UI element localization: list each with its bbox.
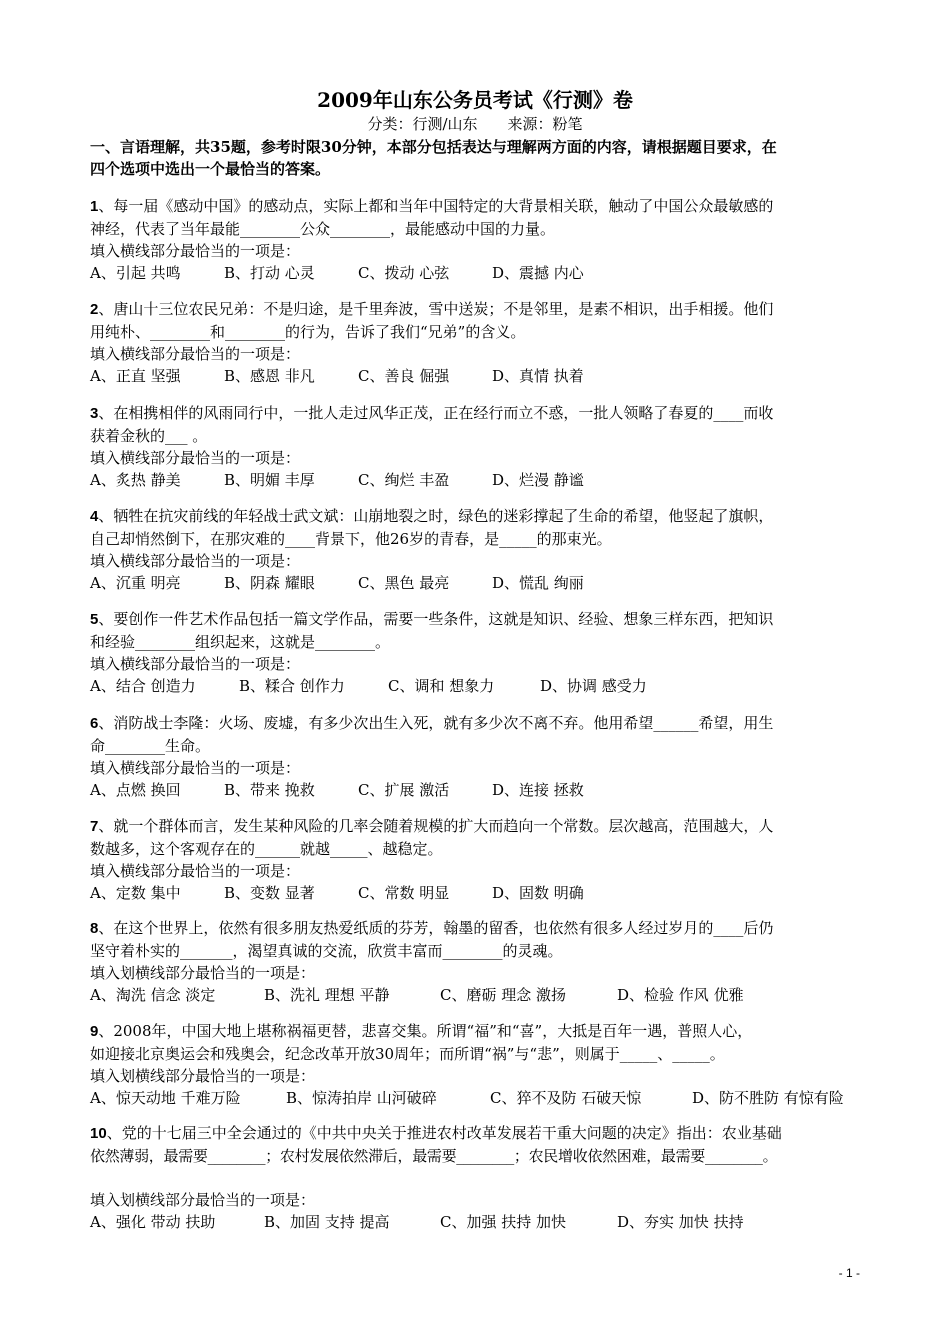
question-text-line: 自己却悄然倒下，在那灾难的____背景下，他26岁的青春，是_____的那束光。 [90,530,612,548]
answer-option-c[interactable]: C、黑色 最亮 [358,574,450,592]
question-block [90,1122,870,1233]
question-text-line: 命________生命。 [90,737,211,755]
question-number: 9 [90,1023,99,1040]
question-text: 、每一届《感动中国》的感动点，实际上都和当年中国特定的大背景相关联，触动了中国公众最敏感的 [98,197,774,215]
question-text: 、2008年，中国大地上堪称祸福更替，悲喜交集。所谓“福”和“喜”，大抵是百年一遇，普照人心， [98,1022,753,1040]
answer-option-c[interactable]: C、磨砺 理念 激扬 [440,986,567,1004]
answer-options [90,1087,870,1109]
question-number: 1 [90,198,99,215]
answer-option-c[interactable]: C、扩展 激活 [358,781,450,799]
answer-options [90,675,870,697]
answer-option-a[interactable]: A、定数 集中 [90,884,181,902]
answer-option-b[interactable]: B、明媚 丰厚 [224,471,315,489]
question-prompt: 填入划横线部分最恰当的一项是： [90,964,316,982]
question-text-line: 获着金秋的___ 。 [90,427,208,445]
question-text-line: 数越多，这个客观存在的______就越_____、越稳定。 [90,840,443,858]
question-text: 、党的十七届三中全会通过的《中共中央关于推进农村改革发展若干重大问题的决定》指出：农业基础 [106,1124,782,1142]
question-text-line [90,917,870,940]
question-prompt: 填入划横线部分最恰当的一项是： [90,1067,316,1085]
answer-option-b[interactable]: B、加固 支持 提高 [264,1213,390,1231]
question-text-line [90,712,870,735]
question-text: 、在这个世界上，依然有很多朋友热爱纸质的芬芳，翰墨的留香，也依然有很多人经过岁月的____后仍 [98,919,774,937]
answer-option-a[interactable]: A、引起 共鸣 [90,264,181,282]
question-block [90,505,870,594]
question-text-line: 依然薄弱，最需要________；农村发展依然滞后，最需要________；农民增收依然困难，最需要________。 [90,1147,778,1165]
answer-option-a[interactable]: A、结合 创造力 [90,677,196,695]
answer-options [90,779,870,801]
question-number: 8 [90,920,99,937]
answer-option-a[interactable]: A、炙热 静美 [90,471,181,489]
answer-option-c[interactable]: C、猝不及防 石破天惊 [490,1089,642,1107]
answer-option-b[interactable]: B、变数 显著 [224,884,315,902]
question-text: 、消防战士李隆：火场、废墟，有多少次出生入死，就有多少次不离不弃。他用希望______希望，用生 [98,714,774,732]
answer-option-a[interactable]: A、强化 带动 扶助 [90,1213,216,1231]
question-block [90,917,870,1006]
question-text-line [90,1020,870,1043]
document-meta [0,114,950,134]
question-block [90,712,870,801]
question-text-line [90,505,870,528]
question-text-line [90,1122,870,1145]
answer-option-b[interactable]: B、惊涛拍岸 山河破碎 [286,1089,437,1107]
answer-option-b[interactable]: B、打动 心灵 [224,264,315,282]
answer-options [90,984,870,1006]
answer-option-b[interactable]: B、带来 挽救 [224,781,315,799]
answer-options [90,1211,870,1233]
question-number: 10 [90,1125,107,1142]
answer-options [90,262,870,284]
answer-option-d[interactable]: D、真情 执着 [492,367,584,385]
document-title: 2009年山东公务员考试《行测》卷 [317,88,633,112]
answer-option-b[interactable]: B、洗礼 理想 平静 [264,986,390,1004]
answer-option-a[interactable]: A、正直 坚强 [90,367,181,385]
question-block [90,608,870,697]
question-text: 、唐山十三位农民兄弟：不是归途，是千里奔波，雪中送炭；不是邻里，是素不相识，出手相援。他们 [98,300,774,318]
answer-options [90,365,870,387]
question-text: 、要创作一件艺术作品包括一篇文学作品，需要一些条件，这就是知识、经验、想象三样东西，把知识 [98,610,774,628]
question-block [90,815,870,904]
answer-option-d[interactable]: D、慌乱 绚丽 [492,574,584,592]
answer-option-c[interactable]: C、调和 想象力 [388,677,495,695]
question-prompt: 填入划横线部分最恰当的一项是： [90,1191,316,1209]
question-text-line [90,195,870,218]
category-label: 分类：行测/山东 [367,115,478,133]
question-block [90,1020,870,1109]
question-text-line: 神经，代表了当年最能________公众________，最能感动中国的力量。 [90,220,556,238]
answer-option-c[interactable]: C、常数 明显 [358,884,450,902]
answer-option-a[interactable]: A、沉重 明亮 [90,574,181,592]
question-number: 4 [90,508,99,525]
question-number: 5 [90,611,99,628]
answer-option-a[interactable]: A、淘洗 信念 淡定 [90,986,216,1004]
question-prompt: 填入横线部分最恰当的一项是： [90,655,301,673]
question-text-line: 如迎接北京奥运会和残奥会，纪念改革开放30周年；而所谓“祸”与“悲”，则属于_____、_____。 [90,1045,725,1063]
section-heading [90,136,870,180]
question-text: 、在相携相伴的风雨同行中，一批人走过风华正茂，正在经行而立不惑，一批人领略了春夏的____而收 [98,404,774,422]
answer-option-d[interactable]: D、固数 明确 [492,884,584,902]
question-number: 2 [90,301,99,318]
answer-option-c[interactable]: C、加强 扶持 加快 [440,1213,567,1231]
answer-option-c[interactable]: C、拨动 心弦 [358,264,450,282]
answer-option-a[interactable]: A、惊天动地 千难万险 [90,1089,241,1107]
question-text-line [90,402,870,425]
question-prompt: 填入横线部分最恰当的一项是： [90,449,301,467]
question-text: 、牺牲在抗灾前线的年轻战士武文斌：山崩地裂之时，绿色的迷彩撑起了生命的希望，他竖起了旗帜， [98,507,774,525]
answer-option-a[interactable]: A、点燃 换回 [90,781,181,799]
question-number: 3 [90,405,99,422]
question-text: 、就一个群体而言，发生某种风险的几率会随着规模的扩大而趋向一个常数。层次越高，范围越大，人 [98,817,774,835]
question-block [90,402,870,491]
question-block [90,298,870,387]
answer-options [90,882,870,904]
answer-option-b[interactable]: B、阴森 耀眼 [224,574,315,592]
answer-option-c[interactable]: C、善良 倔强 [358,367,450,385]
answer-options [90,572,870,594]
blank-line [90,1167,870,1189]
answer-options [90,469,870,491]
question-prompt: 填入横线部分最恰当的一项是： [90,345,301,363]
question-prompt: 填入横线部分最恰当的一项是： [90,242,301,260]
answer-option-d[interactable]: D、协调 感受力 [540,677,647,695]
question-prompt: 填入横线部分最恰当的一项是： [90,552,301,570]
section-heading-line: 一、言语理解，共35题，参考时限30分钟，本部分包括表达与理解两方面的内容，请根据题目要求，在 [90,138,777,156]
answer-option-d[interactable]: D、防不胜防 有惊有险 [692,1089,844,1107]
answer-option-d[interactable]: D、震撼 内心 [492,264,584,282]
question-text-line [90,608,870,631]
question-text-line [90,298,870,321]
question-number: 6 [90,715,99,732]
answer-option-d[interactable]: D、烂漫 静谧 [492,471,584,489]
question-text-line [90,815,870,838]
question-text-line: 坚守着朴实的_______，渴望真诚的交流，欣赏丰富而________的灵魂。 [90,942,563,960]
page-number: - 1 - [838,1266,860,1280]
answer-option-b[interactable]: B、感恩 非凡 [224,367,315,385]
question-block [90,195,870,284]
answer-option-d[interactable]: D、夯实 加快 扶持 [617,1213,744,1231]
answer-option-d[interactable]: D、检验 作风 优雅 [617,986,744,1004]
question-prompt: 填入横线部分最恰当的一项是： [90,759,301,777]
question-text-line: 和经验________组织起来，这就是________。 [90,633,391,651]
source-label: 来源：粉笔 [507,115,583,133]
answer-option-b[interactable]: B、糅合 创作力 [239,677,345,695]
question-prompt: 填入横线部分最恰当的一项是： [90,862,301,880]
section-heading-line: 四个选项中选出一个最恰当的答案。 [90,160,331,178]
question-text-line: 用纯朴、________和________的行为，告诉了我们“兄弟”的含义。 [90,323,526,341]
question-number: 7 [90,818,99,835]
answer-option-c[interactable]: C、绚烂 丰盈 [358,471,450,489]
answer-option-d[interactable]: D、连接 拯救 [492,781,584,799]
